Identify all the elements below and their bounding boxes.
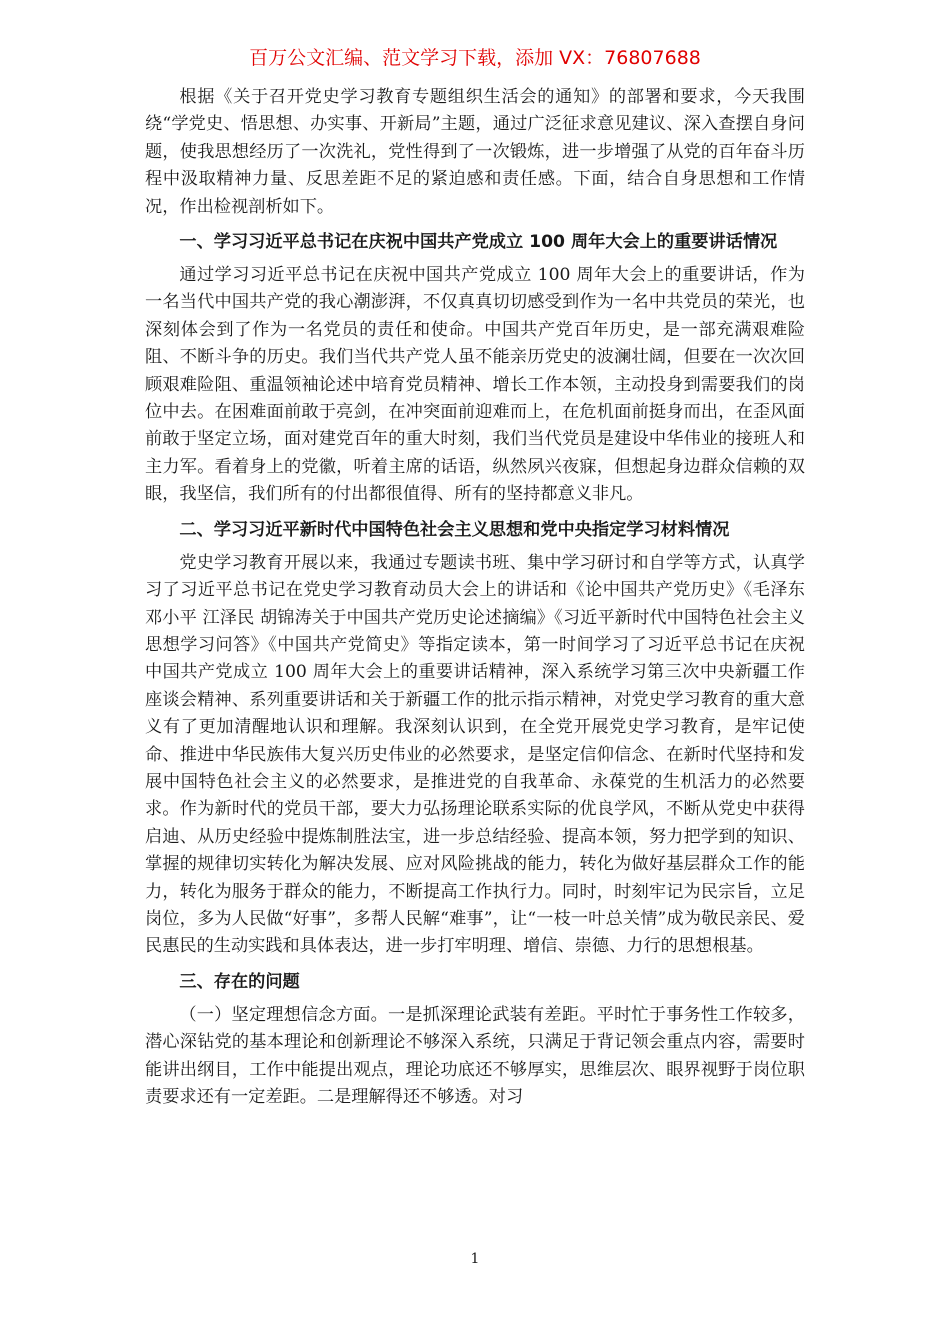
intro-paragraph: 根据《关于召开党史学习教育专题组织生活会的通知》的部署和要求，今天我围绕“学党史、悟思想、办实事、开新局”主题，通过广泛征求意见建议、深入查摆自身问题，使我思想经历了一次洗礼，党性得到了一次锻炼，进一步增强了从党的百年奋斗历程中汲取精神力量、反思差距不足的紧迫感和责任感。下面，结合自身思想和工作情况，作出检视剖析如下。 — [145, 87, 805, 217]
section-1-heading: 一、学习习近平总书记在庆祝中国共产党成立 100 周年大会上的重要讲话情况 — [179, 232, 778, 253]
section-1-paragraph: 通过学习习近平总书记在庆祝中国共产党成立 100 周年大会上的重要讲话，作为一名当代中国共产党的我心潮澎湃，不仅真真切切感受到作为一名中共党员的荣光，也深刻体会到了作为一名党员的责任和使命。中国共产党百年历史，是一部充满艰难险阻、不断斗争的历史。我们当代共产党人虽不能亲历党史的波澜壮阔，但要在一次次回顾艰难险阻、重温领袖论述中培育党员精神、增长工作本领，主动投身到需要我们的岗位中去。在困难面前敢于亮剑，在冲突面前迎难而上，在危机面前挺身而出，在歪风面前敢于坚定立场，面对建党百年的重大时刻，我们当代党员是建设中华伟业的接班人和主力军。看着身上的党徽，听着主席的话语，纵然夙兴夜寐，但想起身边群众信赖的双眼，我坚信，我们所有的付出都很值得、所有的坚持都意义非凡。 — [145, 265, 805, 505]
section-2-paragraph: 党史学习教育开展以来，我通过专题读书班、集中学习研讨和自学等方式，认真学习了习近平总书记在党史学习教育动员大会上的讲话和《论中国共产党历史》《毛泽东 邓小平 江泽民 胡锦涛关于中国共产党历史论述摘编》《习近平新时代中国特色社会主义思想学习问答》《中国共产党简史》等指定读本，第一时间学习了习近平总书记在庆祝中国共产党成立 100 周年大会上的重要讲话精神，深入系统学习第三次中央新疆工作座谈会精神、系列重要讲话和关于新疆工作的批示指示精神，对党史学习教育的重大意义有了更加清醒地认识和理解。我深刻认识到，在全党开展党史学习教育，是牢记使命、推进中华民族伟大复兴历史伟业的必然要求，是坚定信仰信念、在新时代坚持和发展中国特色社会主义的必然要求，是推进党的自我革命、永葆党的生机活力的必然要求。作为新时代的党员干部，要大力弘扬理论联系实际的优良学风，不断从党史中获得启迪、从历史经验中提炼制胜法宝，进一步总结经验、提高本领，努力把学到的知识、掌握的规律切实转化为解决发展、应对风险挑战的能力，转化为做好基层群众工作的能力，转化为服务于群众的能力，不断提高工作执行力。同时，时刻牢记为民宗旨，立足岗位，多为人民做“好事”，多帮人民解“难事”，让“一枝一叶总关情”成为敬民亲民、爱民惠民的生动实践和具体表达，进一步打牢明理、增信、崇德、力行的思想根基。 — [145, 552, 805, 957]
page-number: 1 — [470, 1251, 480, 1267]
section-3-heading: 三、存在的问题 — [179, 971, 300, 992]
document-body — [145, 84, 805, 1111]
section-3-paragraph: （一）坚定理想信念方面。一是抓深理论武装有差距。平时忙于事务性工作较多，潜心深钻党的基本理论和创新理论不够深入系统，只满足于背记领会重点内容，需要时能讲出纲目，工作中能提出观点，理论功底还不够厚实，思维层次、眼界视野于岗位职责要求还有一定差距。二是理解得还不够透。对习 — [145, 1004, 805, 1107]
promo-banner: 百万公文汇编、范文学习下载，添加 VX：76807688 — [249, 47, 701, 69]
section-2-heading: 二、学习习近平新时代中国特色社会主义思想和党中央指定学习材料情况 — [179, 519, 730, 540]
